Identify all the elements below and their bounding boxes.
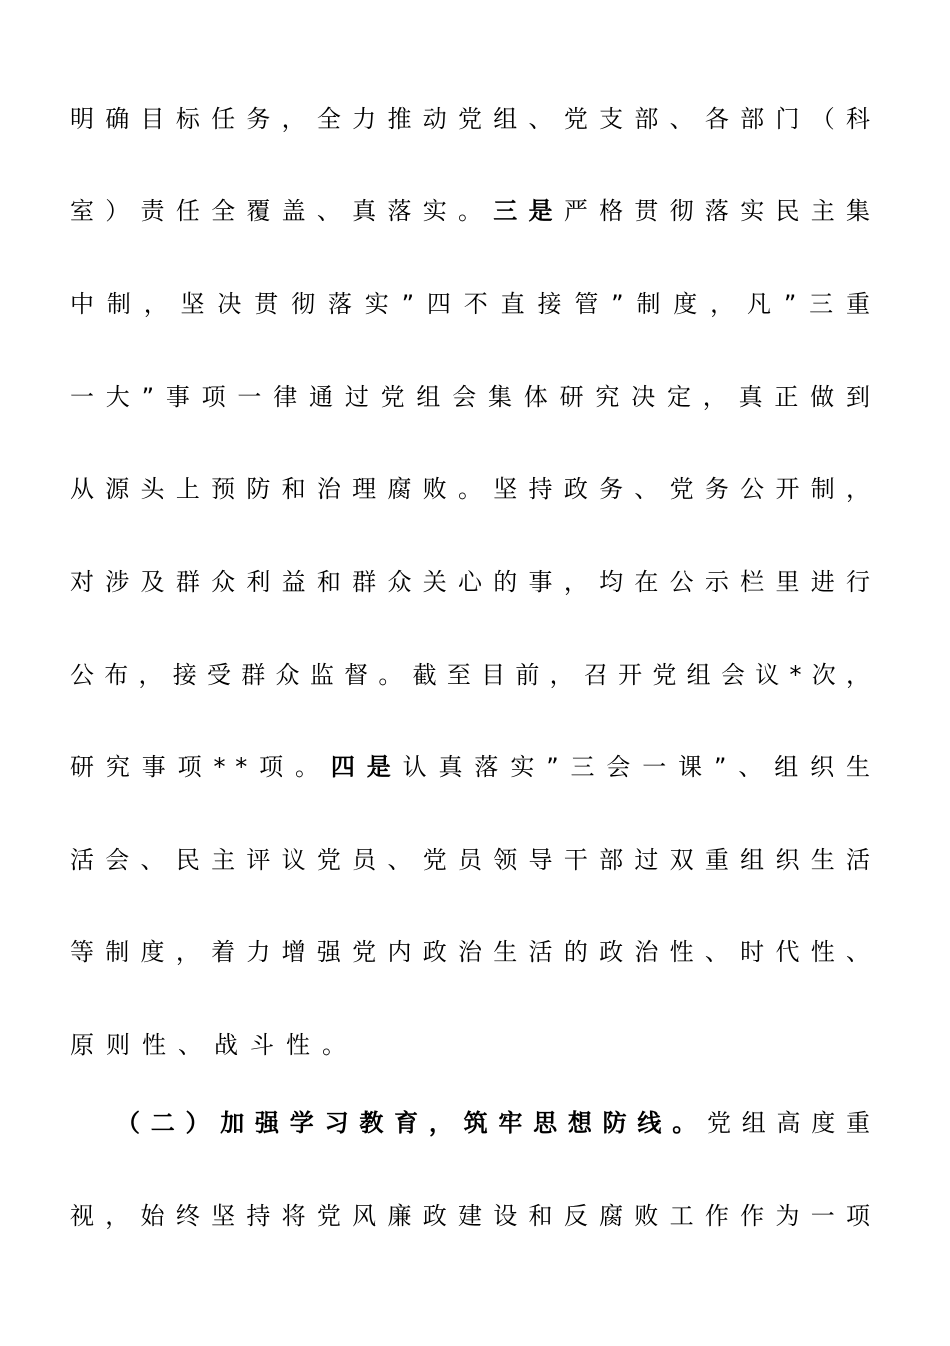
text-line xyxy=(70,284,882,324)
bold-run: 四是 xyxy=(330,753,403,781)
text-line xyxy=(70,99,882,139)
text-run: 视，始终坚持将党风廉政建设和反腐败工作作为一项 xyxy=(70,1202,882,1230)
text-line xyxy=(70,191,882,231)
text-run: 明确目标任务，全力推动党组、党支部、各部门（科 xyxy=(70,105,882,133)
text-run: 对涉及群众利益和群众关心的事，均在公示栏里进行 xyxy=(70,568,882,596)
text-run: 室）责任全覆盖、真落实。 xyxy=(70,197,494,225)
text-line xyxy=(70,1025,870,1065)
text-run: 研究事项**项。 xyxy=(70,753,331,781)
section-heading-line xyxy=(116,1103,881,1143)
text-line xyxy=(70,747,880,787)
text-line xyxy=(70,562,882,602)
section-heading: （二）加强学习教育，筑牢思想防线。 xyxy=(116,1109,707,1137)
text-line xyxy=(70,1196,882,1236)
text-line xyxy=(70,932,882,972)
text-run: 党组高度重 xyxy=(706,1109,881,1137)
bold-run: 三是 xyxy=(493,197,564,225)
text-run: 从源头上预防和治理腐败。坚持政务、党务公开制， xyxy=(70,475,882,503)
text-line xyxy=(70,655,880,695)
text-run: 等制度，着力增强党内政治生活的政治性、时代性、 xyxy=(70,938,882,966)
text-run: 严格贯彻落实民主集 xyxy=(563,197,882,225)
text-run: 一大”事项一律通过党组会集体研究决定，真正做到 xyxy=(70,383,882,411)
text-line xyxy=(70,377,882,417)
text-run: 认真落实”三会一课”、组织生 xyxy=(402,753,880,781)
text-run: 公布，接受群众监督。截至目前，召开党组会议*次， xyxy=(70,661,880,689)
text-run: 中制，坚决贯彻落实”四不直接管”制度，凡”三重 xyxy=(70,290,882,318)
text-line xyxy=(70,469,882,509)
text-line xyxy=(70,840,882,880)
text-run: 活会、民主评议党员、党员领导干部过双重组织生活 xyxy=(70,846,882,874)
text-run: 原则性、战斗性。 xyxy=(70,1031,358,1059)
